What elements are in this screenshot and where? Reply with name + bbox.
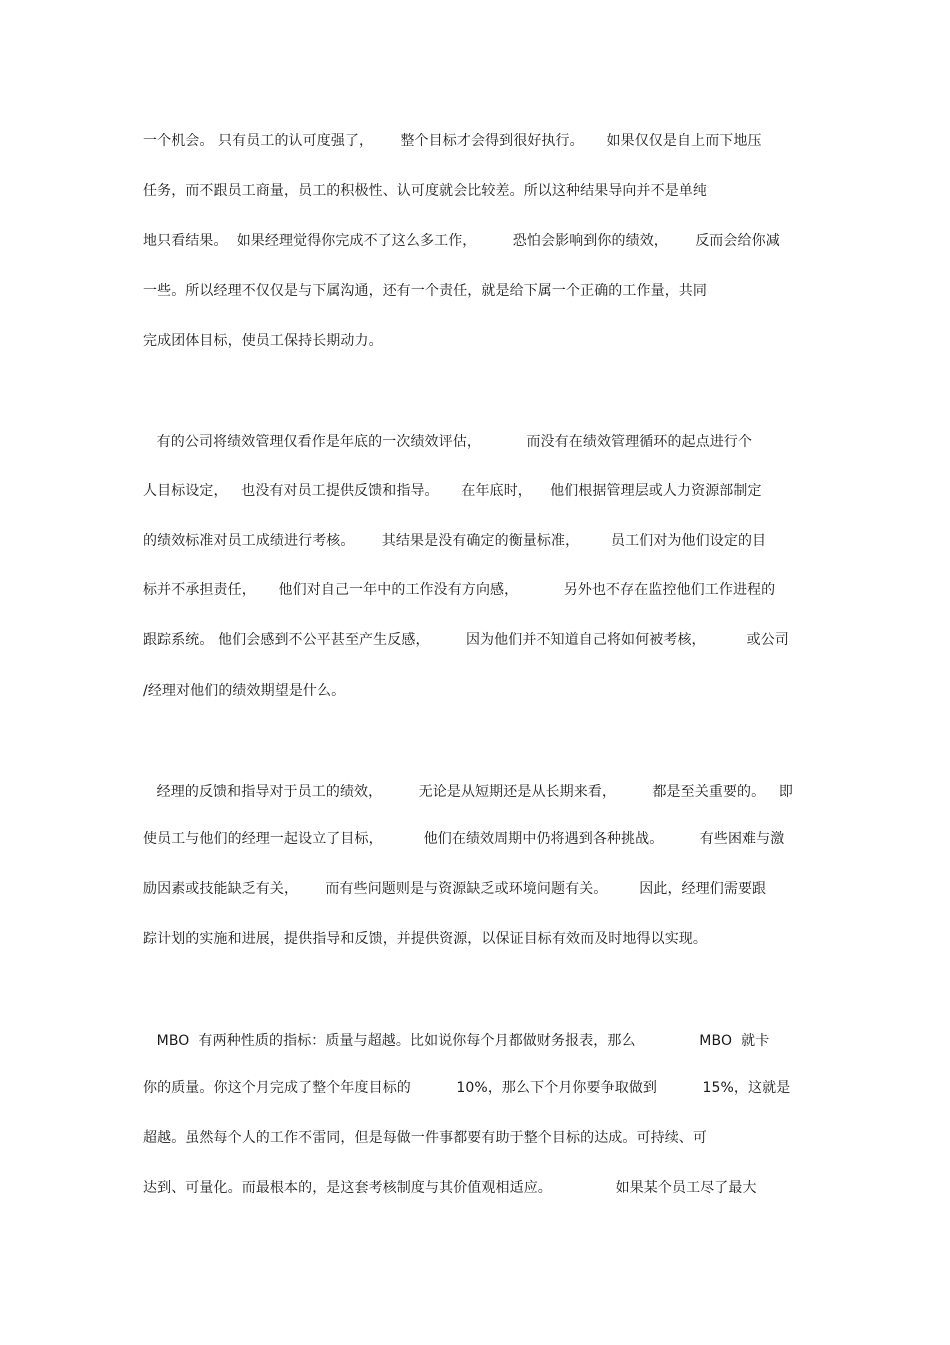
text-line: 一个机会。 只有员工的认可度强了， 整个目标才会得到很好执行。 如果仅仅是自上而下地压 [143,133,762,149]
text-line: 任务，而不跟员工商量，员工的积极性、认可度就会比较差。所以这种结果导向并不是单纯 [143,183,707,199]
text-line: 完成团体目标，使员工保持长期动力。 [143,333,383,349]
text-line: 一些。所以经理不仅仅是与下属沟通，还有一个责任，就是给下属一个正确的工作量，共同 [143,283,707,299]
text-line: MBO 有两种性质的指标：质量与超越。比如说你每个月都做财务报表，那么 MBO 就卡 [143,1033,770,1049]
text-line: 跟踪系统。 他们会感到不公平甚至产生反感， 因为他们并不知道自己将如何被考核， 或公司 [143,632,789,648]
text-line: 地只看结果。 如果经理觉得你完成不了这么多工作， 恐怕会影响到你的绩效， 反而会给你减 [143,233,780,249]
text-line: 的绩效标准对员工成绩进行考核。 其结果是没有确定的衡量标准， 员工们对为他们设定的目 [143,533,767,549]
text-line: 励因素或技能缺乏有关， 而有些问题则是与资源缺乏或环境问题有关。 因此，经理们需要跟 [143,881,767,897]
text-line: 经理的反馈和指导对于员工的绩效， 无论是从短期还是从长期来看， 都是至关重要的。 即 [143,784,794,800]
text-line: 踪计划的实施和进展，提供指导和反馈，并提供资源，以保证目标有效而及时地得以实现。 [143,931,707,947]
text-line: /经理对他们的绩效期望是什么。 [143,683,346,699]
text-line: 标并不承担责任， 他们对自己一年中的工作没有方向感， 另外也不存在监控他们工作进程的 [143,582,776,598]
text-line: 使员工与他们的经理一起设立了目标， 他们在绩效周期中仍将遇到各种挑战。 有些困难与激 [143,831,785,847]
text-line: 人目标设定， 也没有对员工提供反馈和指导。 在年底时， 他们根据管理层或人力资源部制定 [143,483,762,499]
text-line: 你的质量。你这个月完成了整个年度目标的 10%，那么下个月你要争取做到 15%，这就是 [143,1080,791,1096]
text-line: 超越。虽然每个人的工作不雷同，但是每做一件事都要有助于整个目标的达成。可持续、可 [143,1130,707,1146]
text-line: 有的公司将绩效管理仅看作是年底的一次绩效评估， 而没有在绩效管理循环的起点进行个 [143,434,753,450]
text-line: 达到、可量化。而最根本的，是这套考核制度与其价值观相适应。 如果某个员工尽了最大 [143,1180,757,1196]
